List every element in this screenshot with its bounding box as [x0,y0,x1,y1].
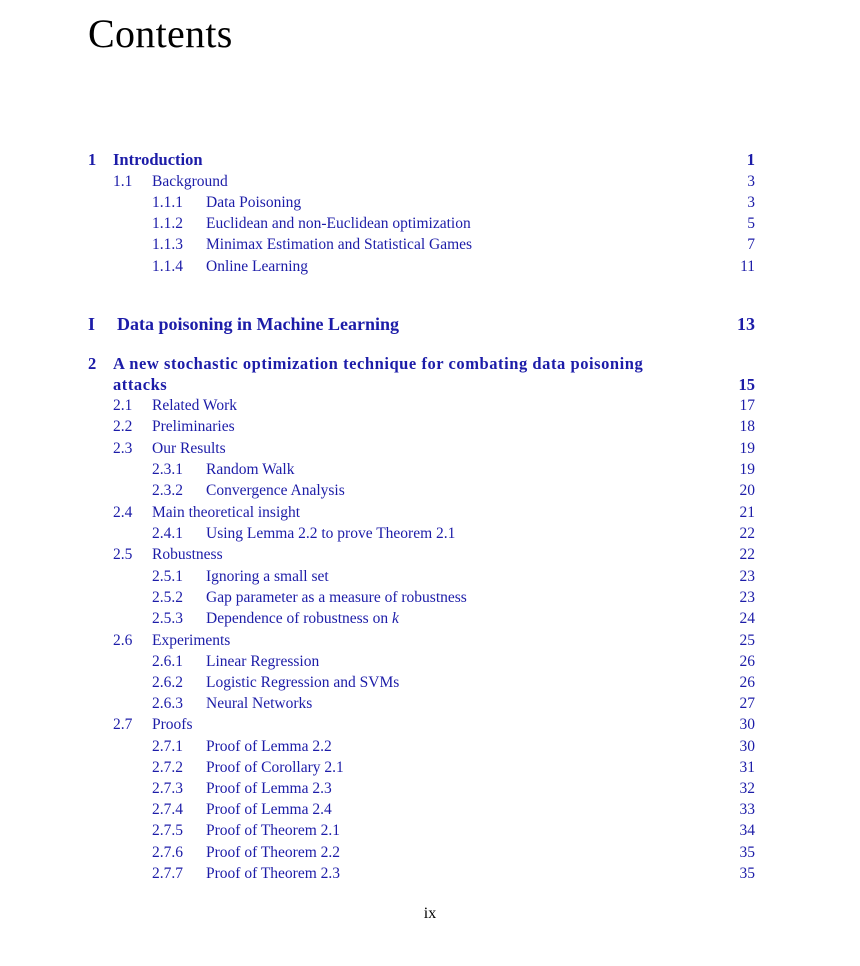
toc-entry[interactable] [0,736,860,758]
toc-entry-page: 34 [739,822,755,839]
toc-entry-number: 2.2 [113,418,133,435]
toc-entry-page: 18 [739,418,755,435]
toc-entry-number: 2.5 [113,546,133,563]
toc-entry-page: 27 [739,695,755,712]
toc-entry-number: 2.4 [113,504,133,521]
toc-entry-number: 2.3.1 [152,461,183,478]
toc-entry-page: 25 [739,632,755,649]
toc-entry-page: 33 [739,801,755,818]
toc-entry[interactable] [0,820,860,842]
toc-entry-page: 11 [740,258,755,275]
toc-entry-page: 23 [739,589,755,606]
toc-entry-title: A new stochastic optimization technique for combating data poisoning [113,353,647,375]
toc-entry[interactable] [0,480,860,502]
page-number: ix [423,905,437,922]
toc-entry-number: 2 [88,354,97,373]
toc-entry-title: Background [152,171,232,193]
toc-entry[interactable] [0,313,860,335]
toc-entry-number: 2.5.1 [152,568,183,585]
toc-entry-number: 1.1 [113,173,133,190]
toc-entry-page: 26 [739,674,755,691]
toc-entry-title: Gap parameter as a measure of robustness [206,587,471,609]
toc-entry-title: Proof of Corollary 2.1 [206,757,348,779]
toc-entry-number: 2.7.1 [152,738,183,755]
toc-entry-page: 3 [747,194,755,211]
toc-entry-number: 2.5.2 [152,589,183,606]
toc-entry-title: Proof of Lemma 2.3 [206,778,336,800]
toc-entry[interactable] [0,630,860,652]
toc-entry-title: Dependence of robustness on k [206,608,403,630]
toc-entry[interactable] [0,714,860,736]
toc-entry[interactable] [0,256,860,278]
toc-entry-number: 2.7.2 [152,759,183,776]
toc-entry-number: 2.6 [113,632,133,649]
toc-entry-page: 20 [739,482,755,499]
toc-entry-page: 19 [739,461,755,478]
toc-entry-page: 1 [746,150,755,169]
toc-entry-title: Data Poisoning [206,192,305,214]
toc-entry[interactable] [0,863,860,885]
toc-entry-title: Online Learning [206,256,312,278]
toc-entry[interactable] [0,544,860,566]
toc-entry-page: 17 [739,397,755,414]
toc-entry-title: Neural Networks [206,693,316,715]
toc-entry-number: 1.1.1 [152,194,183,211]
toc-entry[interactable] [0,651,860,673]
toc-entry-page: 15 [738,375,755,394]
toc-entry[interactable] [0,587,860,609]
toc-entry-number: 2.7.7 [152,865,183,882]
toc-entry-page: 31 [739,759,755,776]
toc-entry-title: Proof of Lemma 2.2 [206,736,336,758]
toc-entry[interactable] [0,149,860,171]
toc-entry-page: 26 [739,653,755,670]
toc-entry-number: 2.7.3 [152,780,183,797]
toc-entry-title: Using Lemma 2.2 to prove Theorem 2.1 [206,523,459,545]
toc-entry-number: 1 [88,150,97,169]
toc-entry-page: 35 [739,844,755,861]
toc-entry[interactable] [0,353,860,375]
toc-entry[interactable] [0,395,860,417]
toc-entry[interactable] [0,523,860,545]
toc-entry-number: 2.7.4 [152,801,183,818]
toc-entry[interactable] [0,799,860,821]
toc-entry[interactable] [0,693,860,715]
toc-entry-page: 32 [739,780,755,797]
toc-entry-page: 22 [739,525,755,542]
toc-entry[interactable] [0,234,860,256]
toc-entry-number: 1.1.4 [152,258,183,275]
toc-entry-title: Main theoretical insight [152,502,304,524]
toc-entry-title: Euclidean and non-Euclidean optimization [206,213,475,235]
toc-entry-page: 5 [747,215,755,232]
toc-entry-title: Related Work [152,395,241,417]
toc-entry-title: Introduction [113,149,207,171]
toc-entry-number: 2.1 [113,397,133,414]
toc-entry-title: Proof of Theorem 2.2 [206,842,344,864]
toc-entry-page: 7 [747,236,755,253]
toc-entry-title: Proof of Theorem 2.1 [206,820,344,842]
toc-entry-number: 1.1.3 [152,236,183,253]
toc-entry-number: 1.1.2 [152,215,183,232]
toc-entry-title: Proofs [152,714,196,736]
toc-entry-title: Linear Regression [206,651,323,673]
toc-entry-title: Proof of Lemma 2.4 [206,799,336,821]
toc-entry-number: 2.5.3 [152,610,183,627]
toc-entry[interactable] [0,374,860,396]
toc-entry-number: I [88,314,96,334]
toc-entry[interactable] [0,778,860,800]
toc-entry-title: Robustness [152,544,227,566]
toc-entry-page: 19 [739,440,755,457]
toc-entry[interactable] [0,608,860,630]
toc-entry-page: 30 [739,738,755,755]
toc-entry-number: 2.7.5 [152,822,183,839]
page-title: Contents [88,11,233,56]
toc-entry-title: Our Results [152,438,230,460]
toc-entry[interactable] [0,842,860,864]
toc-entry-page: 22 [739,546,755,563]
toc-entry[interactable] [0,213,860,235]
toc-entry-title: Proof of Theorem 2.3 [206,863,344,885]
toc-entry-number: 2.7.6 [152,844,183,861]
toc-entry[interactable] [0,171,860,193]
toc-entry[interactable] [0,566,860,588]
toc-entry-page: 21 [739,504,755,521]
toc-entry[interactable] [0,757,860,779]
toc-entry-title: Minimax Estimation and Statistical Games [206,234,476,256]
toc-entry[interactable] [0,192,860,214]
toc-entry-number: 2.6.2 [152,674,183,691]
toc-entry-title: attacks [113,374,171,396]
toc-entry-number: 2.6.1 [152,653,183,670]
toc-entry-number: 2.4.1 [152,525,183,542]
toc-entry-page: 35 [739,865,755,882]
toc-entry-title: Random Walk [206,459,298,481]
toc-entry-title: Data poisoning in Machine Learning [117,313,403,335]
toc-entry[interactable] [0,459,860,481]
toc-entry-page: 23 [739,568,755,585]
toc-entry[interactable] [0,672,860,694]
toc-entry-page: 24 [739,610,755,627]
toc-entry-title: Ignoring a small set [206,566,333,588]
toc-entry-number: 2.3 [113,440,133,457]
toc-entry-page: 3 [747,173,755,190]
toc-entry-number: 2.3.2 [152,482,183,499]
toc-entry-title: Preliminaries [152,416,239,438]
toc-entry-number: 2.6.3 [152,695,183,712]
toc-entry[interactable] [0,416,860,438]
toc-entry-title: Convergence Analysis [206,480,349,502]
toc-entry[interactable] [0,438,860,460]
toc-entry-page: 30 [739,716,755,733]
toc-entry-title: Logistic Regression and SVMs [206,672,403,694]
toc-entry-number: 2.7 [113,716,133,733]
math-variable-k: k [391,610,399,627]
toc-entry-title: Experiments [152,630,234,652]
toc-entry[interactable] [0,502,860,524]
toc-entry-page: 13 [737,314,755,334]
